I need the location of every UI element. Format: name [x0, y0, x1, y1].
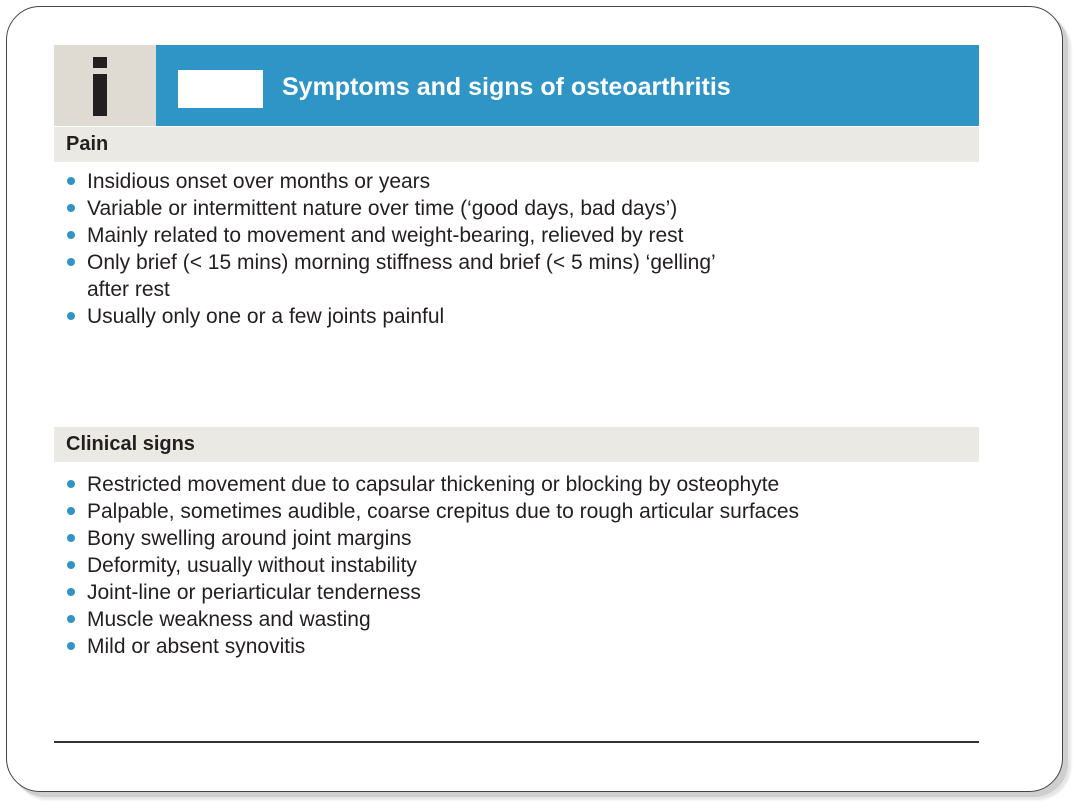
list-item: [54, 303, 979, 330]
list-item: [54, 498, 979, 525]
list-item-text: Joint-line or periarticular tenderness: [87, 581, 421, 604]
section-header-clinical-signs: [54, 427, 979, 462]
list-item: [54, 525, 979, 552]
list-item: [54, 606, 979, 633]
list-item: [54, 195, 979, 222]
bullet-icon: [67, 507, 75, 515]
bullet-icon: [67, 258, 75, 266]
list-item-text: Palpable, sometimes audible, coarse crepitus due to rough articular surfaces: [87, 500, 800, 523]
section-heading: Pain: [66, 133, 109, 155]
info-icon-tile: [54, 45, 156, 126]
list-item: [54, 579, 979, 606]
bullet-icon: [67, 642, 75, 650]
list-item-text: Deformity, usually without instability: [87, 554, 417, 577]
list-item-text: Restricted movement due to capsular thickening or blocking by osteophyte: [87, 473, 780, 496]
bullet-icon: [67, 231, 75, 239]
redacted-label: [178, 70, 263, 108]
bullet-icon: [67, 204, 75, 212]
list-item-text: Mainly related to movement and weight-bearing, relieved by rest: [87, 224, 684, 247]
list-item-text: Bony swelling around joint margins: [87, 527, 412, 550]
bullet-icon: [67, 177, 75, 185]
list-item: [54, 249, 979, 303]
list-item: [54, 471, 979, 498]
box-header: [54, 45, 979, 126]
list-item: [54, 552, 979, 579]
info-box: [54, 45, 979, 743]
bullet-icon: [67, 561, 75, 569]
list-item-text: Mild or absent synovitis: [87, 635, 306, 658]
section-header-pain: [54, 127, 979, 162]
list-item: [54, 168, 979, 195]
bullet-icon: [67, 588, 75, 596]
list-item-text: Usually only one or a few joints painful: [87, 305, 445, 328]
bullet-icon: [67, 615, 75, 623]
list-item-text: Insidious onset over months or years: [87, 170, 431, 193]
section-heading: Clinical signs: [66, 433, 195, 455]
bullet-icon: [67, 480, 75, 488]
pain-list: [54, 168, 979, 330]
list-item-text: Muscle weakness and wasting: [87, 608, 371, 631]
list-item: [54, 633, 979, 660]
info-icon: [54, 45, 156, 126]
clinical-signs-list: [54, 471, 979, 660]
box-title: Symptoms and signs of osteoarthritis: [282, 73, 731, 101]
bullet-icon: [67, 534, 75, 542]
list-item-text: Only brief (< 15 mins) morning stiffness and brief (< 5 mins) ‘gelling’ after rest: [87, 251, 715, 301]
bullet-icon: [67, 312, 75, 320]
list-item-text: Variable or intermittent nature over time (‘good days, bad days’): [87, 197, 678, 220]
list-item: [54, 222, 979, 249]
